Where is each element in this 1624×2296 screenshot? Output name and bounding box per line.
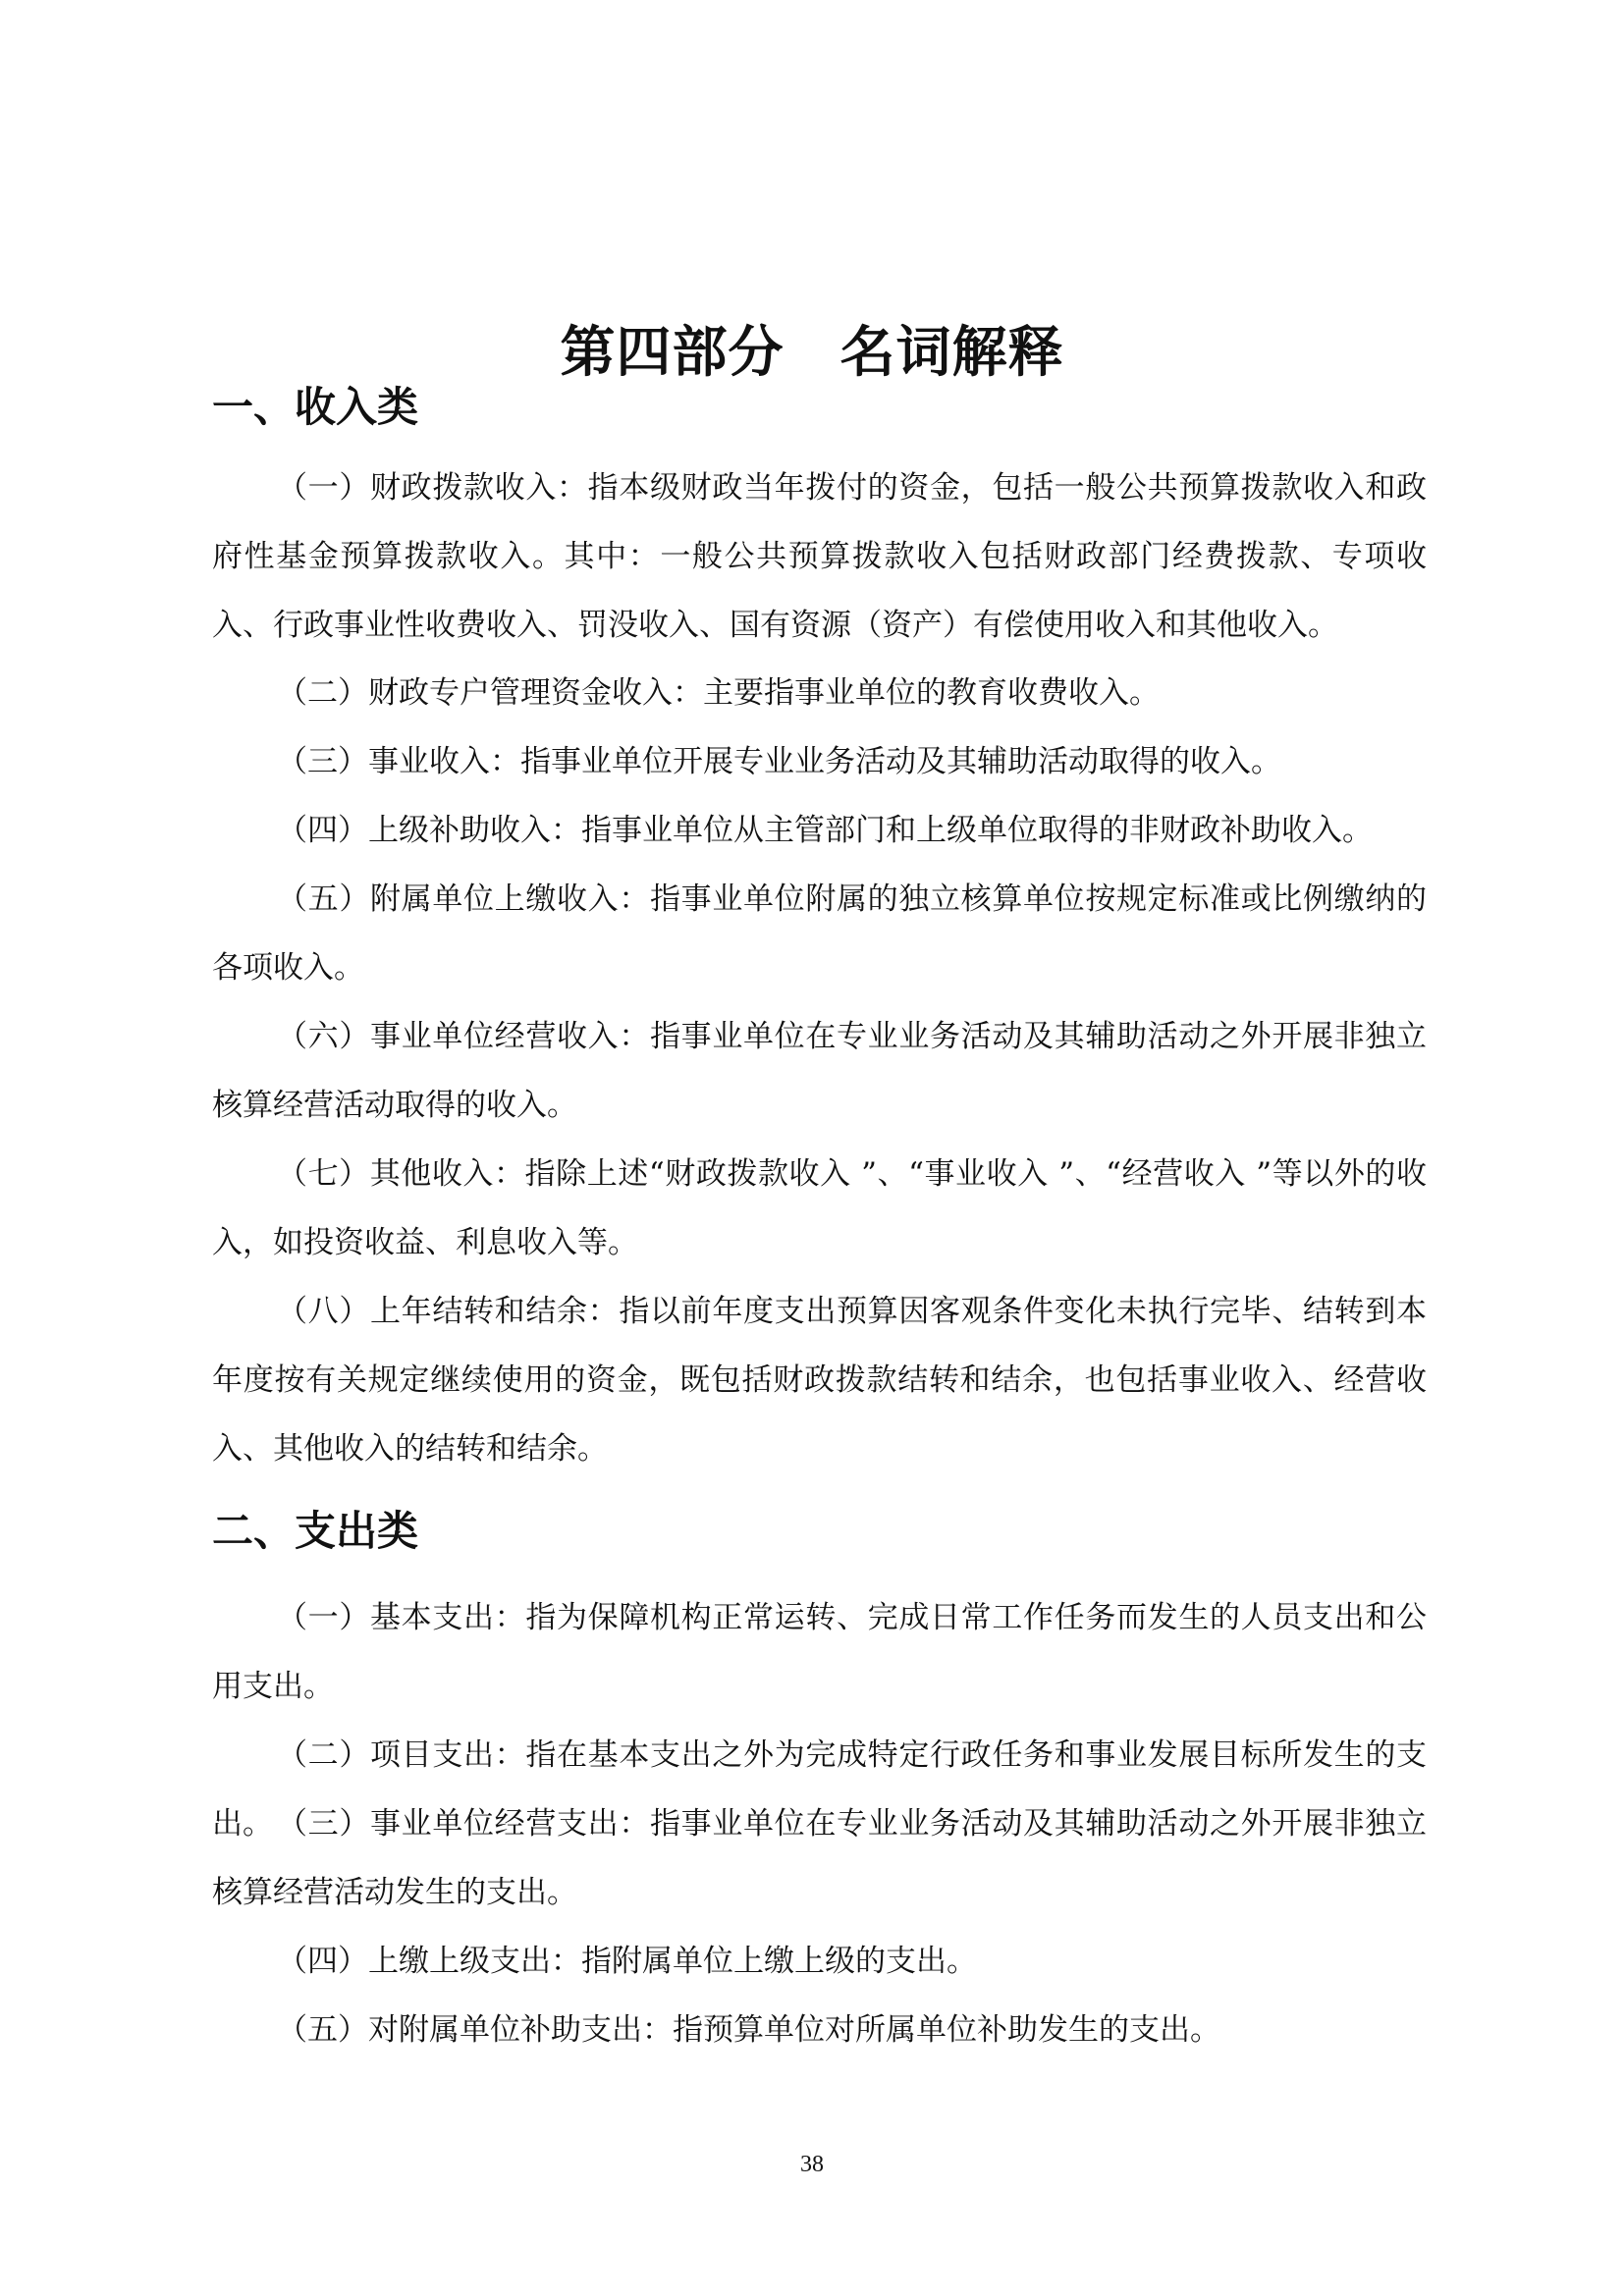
paragraph-expenditure-5: （五）对附属单位补助支出：指预算单位对所属单位补助发生的支出。: [277, 2012, 1220, 2048]
paragraph-income-3: （三）事业收入：指事业单位开展专业业务活动及其辅助活动取得的收入。: [277, 744, 1281, 779]
page-number: 38: [800, 2152, 824, 2177]
paragraph-income-1: （一）财政拨款收入：指本级财政当年拨付的资金，包括一般公共预算拨款收入和政府性基金预算拨款收入。其中：一般公共预算拨款收入包括财政部门经费拨款、专项收入、行政事业性收费收入、罚没收入、国有资源（资产）有偿使用收入和其他收入。: [212, 470, 1427, 643]
paragraph-income-8: （八）上年结转和结余：指以前年度支出预算因客观条件变化未执行完毕、结转到本年度按有关规定继续使用的资金，既包括财政拨款结转和结余，也包括事业收入、经营收入、其他收入的结转和结余。: [212, 1294, 1427, 1467]
paragraph-income-6: （六）事业单位经营收入：指事业单位在专业业务活动及其辅助活动之外开展非独立核算经营活动取得的收入。: [212, 1019, 1427, 1123]
section-heading-income: 一、收入类: [212, 383, 419, 431]
paragraph-income-4: （四）上级补助收入：指事业单位从主管部门和上级单位取得的非财政补助收入。: [277, 813, 1373, 848]
paragraph-income-2: （二）财政专户管理资金收入：主要指事业单位的教育收费收入。: [277, 675, 1160, 711]
page-title: 第四部分 名词解释: [560, 320, 1064, 385]
paragraph-expenditure-4: （四）上缴上级支出：指附属单位上缴上级的支出。: [277, 1944, 977, 1979]
paragraph-income-7: （七）其他收入：指除上述“财政拨款收入 ”、“事业收入 ”、“经营收入 ”等以外的收入，如投资收益、利息收入等。: [212, 1156, 1427, 1260]
section-heading-expenditure: 二、支出类: [212, 1507, 419, 1555]
paragraph-income-5: （五）附属单位上缴收入：指事业单位附属的独立核算单位按规定标准或比例缴纳的各项收入。: [212, 881, 1427, 986]
paragraph-expenditure-2: （二）项目支出：指在基本支出之外为完成特定行政任务和事业发展目标所发生的支出。: [212, 1737, 1427, 1842]
paragraph-expenditure-1: （一）基本支出：指为保障机构正常运转、完成日常工作任务而发生的人员支出和公用支出。: [212, 1600, 1427, 1704]
paragraph-expenditure-3: （三）事业单位经营支出：指事业单位在专业业务活动及其辅助活动之外开展非独立核算经营活动发生的支出。: [212, 1806, 1427, 1910]
